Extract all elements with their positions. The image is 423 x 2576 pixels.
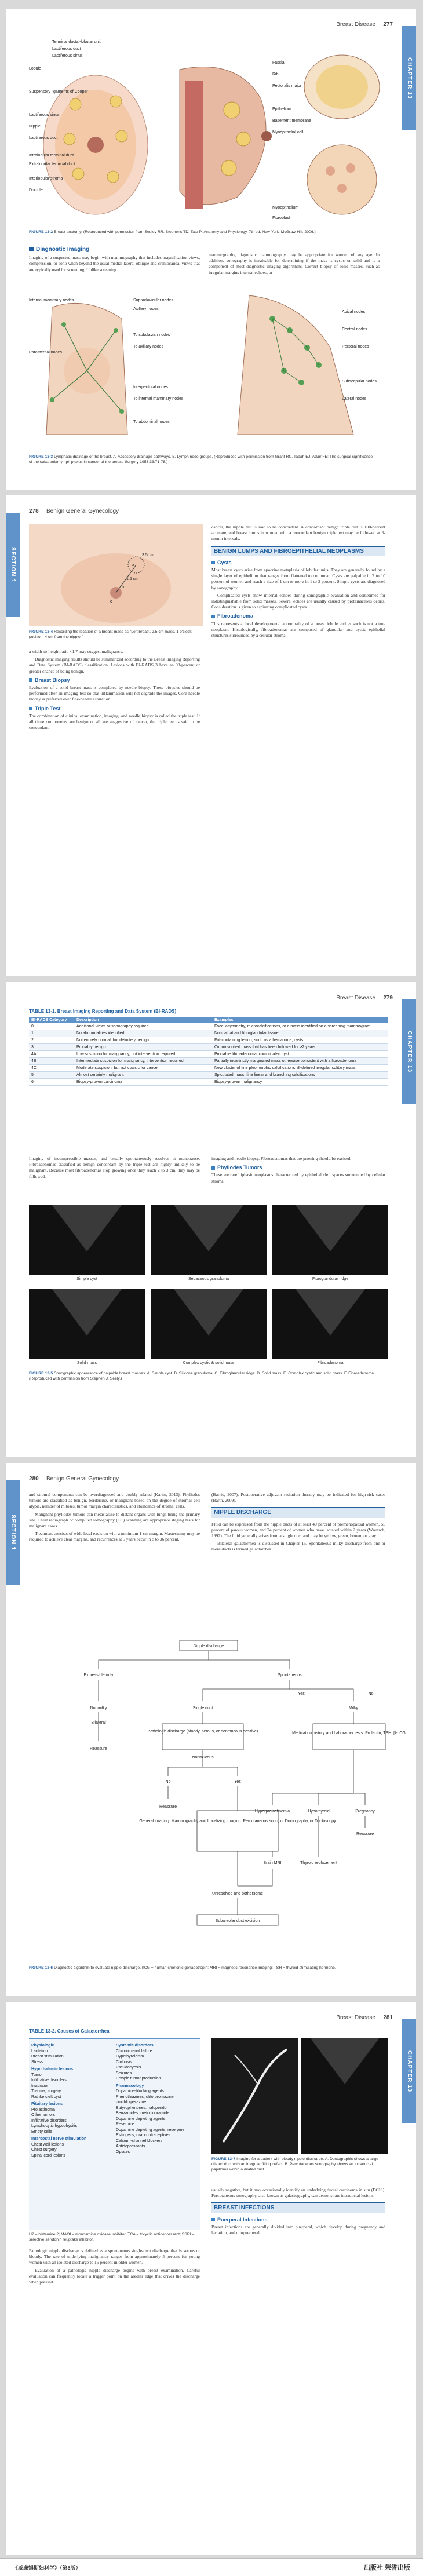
svg-text:Medication history and Laborat: Medication history and Laboratory tests: Prolactin, TSH, β-hCG: [292, 1731, 406, 1735]
ductogram-image: [212, 2038, 298, 2154]
table-row: [29, 1037, 388, 1044]
svg-text:No: No: [165, 1780, 171, 1784]
svg-text:Reassure: Reassure: [356, 1832, 374, 1836]
us-image: [29, 1289, 145, 1359]
table-item: Prolactinoma: [31, 2107, 55, 2112]
table-cell: Biopsy-proven carcinoma: [74, 1079, 212, 1086]
section-title: Diagnostic Imaging: [29, 247, 200, 253]
svg-text:Ductule: Ductule: [29, 188, 43, 192]
svg-text:Brain MRI: Brain MRI: [263, 1861, 282, 1865]
table-row: [29, 1030, 388, 1037]
svg-text:Nipple: Nipple: [29, 125, 41, 129]
table-item: Dopamine depleting agents: reserpine: [116, 2128, 185, 2132]
table-cell: 6: [29, 1079, 74, 1086]
table-item: Hypothyroidism: [116, 2055, 144, 2059]
us-image: [272, 1289, 388, 1359]
svg-text:Milky: Milky: [349, 1706, 358, 1710]
table-group-heading: Pharmacology: [116, 2084, 144, 2088]
table-item: Pseudocyesis: [116, 2066, 141, 2070]
table-item: Reserpine: [116, 2122, 134, 2126]
running-head: Breast Disease: [336, 21, 375, 28]
table-cell: No abnormalities identified: [74, 1030, 212, 1037]
table-row: [29, 1023, 388, 1030]
table-item: Butyrophenones: haloperidol: [116, 2106, 168, 2110]
table-row: [29, 1079, 388, 1086]
svg-text:General imaging: Mammography a: General imaging: Mammography and Localizing imaging: Percutaneous sono, or Ductography, or Ductoscopy: [139, 1819, 336, 1823]
column-left: Pathologic nipple discharge is defined as a spontaneous single-duct discharge that is serous or bloody. The rate of underlying malignancy ranges from approximately 5 percent for young women with an isolated discharge to 15 percent in older women. Evaluation of a pathologic nipple discharge begins with breast examination. Careful evaluation can frequently locate a trigger point on the areolar edge that drives the discharge when pressed.: [29, 2248, 200, 2285]
svg-text:Apical nodes: Apical nodes: [342, 310, 366, 314]
page-header: [29, 21, 393, 30]
breast-anatomy-figure: [29, 35, 388, 226]
svg-text:1.5 cm: 1.5 cm: [126, 577, 139, 581]
page-number: 280: [29, 1476, 39, 1482]
us-image: [272, 1205, 388, 1275]
nipple-discharge-flowchart: [29, 1637, 406, 1961]
svg-text:Fibroblast: Fibroblast: [272, 216, 290, 220]
table-item: Chest wall lesions: [31, 2142, 64, 2147]
svg-text:Lactiferous duct: Lactiferous duct: [52, 47, 81, 51]
lymphatic-drainage-figure: [29, 284, 388, 452]
table-item: Dopamine-blocking agents:: [116, 2089, 165, 2093]
svg-text:Central nodes: Central nodes: [342, 327, 367, 331]
svg-text:Reassure: Reassure: [159, 1805, 177, 1809]
svg-text:Expressible only: Expressible only: [83, 1673, 114, 1677]
table-item: Benzamides: metoclopramide: [116, 2111, 170, 2115]
col-header: Examples: [212, 1017, 388, 1023]
svg-text:Nipple discharge: Nipple discharge: [193, 1644, 224, 1648]
table-row: [29, 1058, 388, 1065]
svg-text:Fascia: Fascia: [272, 61, 285, 65]
table-cell: Focal asymmetry, microcalcifications, or a mass identified on a screening mammogram: [212, 1023, 388, 1030]
table-item: Phenothiazines, chlorpromazine,: [116, 2095, 175, 2099]
table-item: Empty sella: [31, 2129, 53, 2134]
svg-text:Hypothyroid: Hypothyroid: [308, 1809, 330, 1814]
table-cell: Partially indistinctly marginated mass otherwise consistent with a fibroadenoma: [212, 1058, 388, 1065]
table-cell: New cluster of fine pleomorphic calcifications; ill-defined irregular solitary mass: [212, 1065, 388, 1072]
svg-text:b: b: [122, 585, 124, 589]
table-item: Trauma, surgery: [31, 2089, 61, 2093]
table-item: Chronic renal failure: [116, 2049, 152, 2053]
page-279: Breast Disease 279 CHAPTER 13 TABLE 13-1. Breast Imaging Reporting and Data System (BI-RADS) BI-RADS Category Description Examples 0 Additional views or sonography required Focal asymmetry, microcalcifications, or a mass identified on a screening mammogram 1 No abnormalities identified Normal fat and fibroglandular tissue 2 Not entirely normal, but definitely benign Fat-containing lesion, such as a hematoma; cysts 3 Probably benign Circumscribed mass that has been followed for ≥2 years 4A Low suspicion for malignancy, but intervention required Probable fibroadenoma; complicated cyst 4B Intermediate suspicion for malignancy, intervention required Partially indistinctly marginated mass otherwise consistent with a fibroadenoma 4C Moderate suspicion, but not classic for cancer New cluster of fine pleomorphic calcifications; ill-defined irregular solitary mass 5 Almost certainly malignant Spiculated mass; fine linear and branching calcifications 6 Biopsy-proven carcinoma Biopsy-proven malignancy Imaging of incompressible masses, and usually spontaneously resolves at menopause. Fibroadenomas classified as benign concordant by the triple test are highly unlikely to be malignant. Because most fibroadenomas stop growing once they reach 2 to 3 cm, they may be followed. imaging and needle biopsy. Fibroadenomas that are growing should be excised. Phyllodes Tumors These are rare biphasic neoplasms characterized by epithelial cleft spaces surrounded by cellular stroma. Simple cyst Sebaceous granuloma Fibroglandular ridge Solid mass Complex cystic & solid mass Fibroadenoma FIGURE 13-5 Sonographic appearance of palpable breast masses. A. Simple cyst. B. Silicone granuloma. C. Fibroglandular ridge. D. Solid mass. E. Complex cystic and solid mass. F. Fibroadenoma. (Reproduced with permission from Stephen J. Seely.): [6, 982, 416, 1457]
table-title: TABLE 13-1. Breast Imaging Reporting and Data System (BI-RADS): [29, 1009, 177, 1014]
us-image: [151, 1289, 267, 1359]
svg-text:Pregnancy: Pregnancy: [355, 1809, 375, 1814]
figure-caption: FIGURE 13-7 Imaging for a patient with bloody nipple discharge. A. Ductographic shows a large dilated duct with an irregular filling defect. B. Percutaneous sonography shows an intraductal papilloma within a dilated duct.: [212, 2157, 378, 2172]
svg-text:To axillary nodes: To axillary nodes: [133, 345, 164, 349]
svg-text:Spontaneous: Spontaneous: [278, 1673, 302, 1677]
section-bar: BENIGN LUMPS AND FIBROEPITHELIAL NEOPLASMS: [212, 546, 385, 556]
column-right: (Barrio, 2007). Postoperative adjuvant radiation therapy may be indicated for high-risk cases (Barth, 2009). NIPPLE DISCHARGE Fluid can be expressed from the nipple ducts of at least 40 percent of premenopausal women, 55 percent of parous women, and 74 percent of women who have lactated within 2 years (Wrensch, 1992). The fluid generally arises from a single duct and may be yellow, green, brown, or gray. Bilateral galactorrhea is discussed in Chapter 15. Spontaneous milky discharge from one or more ducts is termed galactorrhea.: [212, 1492, 385, 1552]
column-left: and stromal components can be overdiagnosed and doubly related (Karim, 2013). Phyllodes tumors are classified as benign, borderline, or malignant based on the degree of stromal cell atypia, number of mitoses, tumor margin characteristics, and abundance of stromal cells. Malignant phyllodes tumors can metastasize to distant organs with lungs being the primary site. Chest radiograph or computed tomography (CT) scanning are appropriate staging tests for malignant cases. Treatment consists of wide local excision with a minimum 1-cm margin. Mastectomy may be required to achieve clear margins, and recurrences at 5 years occur in 8 to 36 percent.: [29, 1492, 200, 1542]
table-cell: Almost certainly malignant: [74, 1072, 212, 1079]
table-item: Lactation: [31, 2049, 48, 2053]
svg-text:Suspensory ligaments of Cooper: Suspensory ligaments of Cooper: [29, 90, 88, 94]
table-item: Other tumors: [31, 2113, 55, 2117]
page-278: [6, 495, 416, 976]
page-number: 278: [29, 508, 39, 515]
svg-text:Nonmucous: Nonmucous: [192, 1756, 214, 1760]
page-277: [6, 9, 416, 490]
section-bar: BREAST INFECTIONS: [212, 2202, 385, 2213]
page-header: [29, 1476, 393, 1484]
table-cell: Intermediate suspicion for malignancy, intervention required: [74, 1058, 212, 1065]
svg-text:Extralobular terminal duct: Extralobular terminal duct: [29, 162, 75, 166]
figure-caption-2: FIGURE 13-3 Lymphatic drainage of the breast. A. Accessory drainage pathways. B. Lymph node groups. (Reproduced with permission from Grant RN, Tabah EJ, Adair FE: The surgical significance of the subareolar lymph plexus in cancer of the breast. Surgery 1953;33:71-78.): [29, 455, 373, 464]
table-cell: Normal fat and fibroglandular tissue: [212, 1030, 388, 1037]
page-number: 281: [383, 2015, 393, 2021]
svg-text:Subscapular nodes: Subscapular nodes: [342, 380, 377, 384]
running-head: Breast Disease: [336, 2015, 375, 2021]
table-cell: Biopsy-proven malignancy: [212, 1079, 388, 1086]
svg-text:Supraclavicular nodes: Supraclavicular nodes: [133, 298, 173, 302]
svg-text:Lateral nodes: Lateral nodes: [342, 397, 367, 401]
svg-text:Lactiferous sinus: Lactiferous sinus: [29, 113, 60, 117]
page-281: [6, 2002, 416, 2555]
table-cell: 4A: [29, 1051, 74, 1058]
table-item: Irradiation: [31, 2084, 50, 2088]
svg-text:No: No: [368, 1692, 374, 1696]
svg-text:Pathologic discharge (bloody,: Pathologic discharge (bloody, serous, or nonmucous positive): [147, 1730, 258, 1734]
column-right: usually negative, but it may occasionally identify an underlying ductal carcinoma in situ (DCIS). Percutaneous sonography, also known as galactography, can demonstrate intraductal lesions. BREAST INFECTIONS Puerperal Infections Breast infections are generally divided into puerperal, which develop during pregnancy and lactation, and nonpuerperal.: [212, 2187, 385, 2236]
table-cell: 2: [29, 1037, 74, 1044]
figure-caption: FIGURE 13-6 Diagnostic algorithm to evaluate nipple discharge. hCG = human chorionic gonadotropin; MRI = magnetic resonance imaging; TSH = thyroid-stimulating hormone.: [29, 1966, 336, 1970]
label-terminal-unit: Terminal ductal-lobular unit: [52, 40, 101, 44]
svg-text:Thyroid replacement: Thyroid replacement: [300, 1861, 337, 1865]
svg-text:Epithelium: Epithelium: [272, 107, 291, 111]
svg-text:Myoepithelial cell: Myoepithelial cell: [272, 130, 304, 134]
table-item: Chest surgery: [31, 2148, 57, 2152]
table-cell: 1: [29, 1030, 74, 1037]
svg-text:Myoepithelium: Myoepithelium: [272, 206, 299, 210]
column-left: Imaging of incompressible masses, and usually spontaneously resolves at menopause. Fibroadenomas classified as benign concordant by the triple test are highly unlikely to be malignant. Because most fibroadenomas stop growing once they reach 2 to 3 cm, they may be followed.: [29, 1156, 200, 1179]
column-left: a width-to-height ratio <1.7 may suggest malignancy. Diagnostic imaging results should be summarized according to the Breast Imaging Reporting and Data System (BI-RADS) classification. Lesions with BI-RADS 3 have an 98-percent or greater chance of being benign. Breast Biopsy Evaluation of a solid breast mass is completed by needle biopsy. These biopsies should be performed after an imaging test so that inflammation will not degrade the images. Core needle biopsy is preferred over fine-needle aspiration. Triple Test The combination of clinical examination, imaging, and needle biopsy is called the triple test. If all three components are benign or all are suggestive of cancer, the triple test is said to be concordant.: [29, 649, 200, 731]
footer: [0, 2558, 423, 2576]
column-right: imaging and needle biopsy. Fibroadenomas that are growing should be excised. Phyllodes Tumors These are rare biphasic neoplasms characterized by epithelial cleft spaces surrounded by cellular stroma.: [212, 1156, 385, 1184]
table-cell: Spiculated mass; fine linear and branching calcifications: [212, 1072, 388, 1079]
table-cell: Moderate suspicion, but not classic for cancer: [74, 1065, 212, 1072]
svg-text:Parasternal nodes: Parasternal nodes: [29, 351, 62, 355]
table-cell: Circumscribed mass that has been followed for ≥2 years: [212, 1044, 388, 1051]
page-header: [29, 2015, 393, 2023]
table-item: Seizures: [116, 2071, 132, 2075]
table-cell: 4C: [29, 1065, 74, 1072]
table-cell: 3: [29, 1044, 74, 1051]
table-item: Estrogens, oral contraceptives: [116, 2133, 171, 2137]
table-item: Ectopic tumor production: [116, 2077, 161, 2081]
figure-caption: FIGURE 13-4 Recording the location of a breast mass as "Left breast, 2.5 cm mass, 1 o'clock position, 4 cm from the nipple.": [29, 630, 192, 639]
svg-text:Lactiferous sinus: Lactiferous sinus: [52, 54, 83, 58]
table-item: Breast stimulation: [31, 2055, 64, 2059]
page-number: 279: [383, 995, 393, 1001]
table-cell: Probable fibroadenoma; complicated cyst: [212, 1051, 388, 1058]
running-head: Benign General Gynecology: [46, 508, 119, 515]
table-group-heading: Intercostal nerve stimulation: [31, 2137, 87, 2141]
table-cell: Low suspicion for malignancy, but intervention required: [74, 1051, 212, 1058]
figure-caption: FIGURE 13-5 Sonographic appearance of palpable breast masses. A. Simple cyst. B. Silicone granuloma. C. Fibroglandular ridge. D. Solid mass. E. Complex cystic and solid mass. F. Fibroadenoma. (Reproduced with permission from Stephen J. Seely.): [29, 1371, 375, 1381]
table-item: Antidepressants: [116, 2144, 145, 2148]
svg-text:Axillary nodes: Axillary nodes: [133, 307, 159, 311]
column-left: Diagnostic Imaging Imaging of a suspected mass may begin with mammography that includes magnification views, compression, or sono when beyond the usual medial lateral oblique and craniocaudal views that are typically used for screening. Unlike screening: [29, 246, 200, 272]
col-header: Description: [74, 1017, 212, 1023]
section-bar: NIPPLE DISCHARGE: [212, 1507, 385, 1517]
table-item: Infiltrative disorders: [31, 2078, 67, 2082]
table-group-heading: Systemic disorders: [116, 2044, 154, 2048]
svg-text:Interlobular stroma: Interlobular stroma: [29, 177, 63, 181]
svg-text:Intralobular terminal duct: Intralobular terminal duct: [29, 154, 74, 158]
us-image: [151, 1205, 267, 1275]
svg-text:To internal mammary nodes: To internal mammary nodes: [133, 397, 184, 401]
svg-text:Lobule: Lobule: [29, 67, 42, 71]
table-title: TABLE 13-2. Causes of Galactorrhea: [29, 2028, 110, 2034]
page-280: [6, 1463, 416, 1996]
table-item: Tumor: [31, 2073, 43, 2077]
table-cell: 0: [29, 1023, 74, 1030]
table-row: [29, 1044, 388, 1051]
svg-text:Unresolved and bothersome: Unresolved and bothersome: [212, 1892, 263, 1896]
table-cell: 4B: [29, 1058, 74, 1065]
svg-text:Lactiferous duct: Lactiferous duct: [29, 136, 58, 140]
svg-text:Pectoralis major: Pectoralis major: [272, 84, 302, 88]
page-header: [29, 508, 393, 516]
chapter-tab: CHAPTER 13: [402, 26, 416, 130]
table-item: Rathke cleft cyst: [31, 2095, 61, 2099]
svg-text:Single duct: Single duct: [192, 1706, 213, 1710]
svg-text:Yes: Yes: [234, 1780, 241, 1784]
svg-text:Reassure: Reassure: [90, 1747, 107, 1751]
column-right: mammography, diagnostic mammography may be appropriate for women of any age. In addition, sonography is invaluable for determining if the mass is cystic or solid and is a component of most diagnostic imaging algorithms. Correct biopsy of solid masses, such as irregular margins internal echoes, or: [209, 252, 380, 275]
table-cell: Fat-containing lesion, such as a hematoma; cysts: [212, 1037, 388, 1044]
running-head: Benign General Gynecology: [46, 1476, 119, 1482]
chapter-tab: CHAPTER 13: [402, 999, 416, 1104]
svg-text:Subareolar duct excision: Subareolar duct excision: [215, 1919, 260, 1923]
sonogram-image: [301, 2038, 388, 2154]
svg-text:Rib: Rib: [272, 72, 279, 76]
column-right: cancer, the nipple test is said to be concordant. A concordant benign triple test is 100-percent accurate, and breast lumps in women with a concordant benign triple test may be followed at 6-month intervals. BENIGN LUMPS AND FIBROEPITHELIAL NEOPLASMS Cysts Most breast cysts arise from apocrine metaplasia of lobular units. They are generally found by a single layer of epithelium that ranges from flattened to columnar. Cysts are palpable in 7 to 10 percent of women and reach a size of 1 cm or more in 1 to 2 percent. Simple cysts are diagnosed by sonography. Complicated cysts show internal echoes during sonographic evaluation and sometimes for indistinguishable from solid masses. Several echoes are usually caused by proteinaceous debris. Consideration is given to aspirating complicated cysts. Fibroadenoma This represents a focal developmental abnormality of a breast lobule and as such is not a true neoplasm. Histologically, fibroadenomas are composed of glandular and cystic epithelial structures surrounded by a cellular stroma.: [212, 524, 385, 638]
svg-text:Nonmilky: Nonmilky: [90, 1706, 107, 1710]
table-item: Lymphocytic hypophysitis: [31, 2124, 78, 2128]
table-item: Dopamine depleting agents: [116, 2117, 166, 2121]
page-number: 277: [383, 21, 393, 28]
table-item: Stress: [31, 2060, 43, 2064]
table-group-heading: Hypothalamic lesions: [31, 2067, 73, 2071]
svg-text:Interpectoral nodes: Interpectoral nodes: [133, 385, 168, 389]
figure-caption: FIGURE 13-2 Breast anatomy. (Reproduced with permission from Seeley RR, Stephens TD, Tate P: Anatomy and Physiology, 7th ed. New York: McGraw-Hill; 2006.): [29, 230, 316, 234]
table-row: [29, 1072, 388, 1079]
section-tab: SECTION 1: [6, 513, 20, 617]
table-group-heading: Pituitary lesions: [31, 2102, 63, 2106]
chapter-tab: CHAPTER 13: [402, 2019, 416, 2123]
table-group-heading: Physiologic: [31, 2044, 54, 2048]
table-cell: Probably benign: [74, 1044, 212, 1051]
table-row: [29, 1051, 388, 1058]
table-item: Opiates: [116, 2150, 130, 2154]
running-head: Breast Disease: [336, 995, 375, 1001]
table-note: H2 = histamine 2; MAOI = monoamine oxidase inhibitor; TCA = tricyclic antidepressant; SSRI = selective serotonin reuptake inhibitor.: [29, 2232, 195, 2242]
footer-publisher: 出版社 荣誉出版: [363, 2564, 410, 2571]
svg-text:Yes: Yes: [298, 1692, 305, 1696]
col-header: BI-RADS Category: [29, 1017, 74, 1023]
svg-text:Basement membrane: Basement membrane: [272, 119, 311, 123]
svg-text:To abdominal nodes: To abdominal nodes: [133, 420, 170, 424]
table-item: Cirrhosis: [116, 2060, 132, 2064]
table-row: [29, 1065, 388, 1072]
table-cell: Not entirely normal, but definitely benign: [74, 1037, 212, 1044]
table-cell: Additional views or sonography required: [74, 1023, 212, 1030]
table-item: Calcium-channel blockers: [116, 2139, 163, 2143]
svg-text:Hyperprolactinemia: Hyperprolactinemia: [254, 1809, 290, 1814]
table-item: Spinal cord lesions: [31, 2153, 65, 2158]
svg-text:Pectoral nodes: Pectoral nodes: [342, 345, 369, 349]
svg-text:Internal mammary nodes: Internal mammary nodes: [29, 298, 74, 302]
table-item: Infiltrative disorders: [31, 2118, 67, 2123]
galactorrhea-table: [29, 2038, 200, 2230]
svg-text:Bilateral: Bilateral: [91, 1721, 106, 1725]
svg-text:3.5 cm: 3.5 cm: [142, 553, 155, 557]
svg-text:c: c: [110, 600, 112, 604]
us-image: [29, 1205, 145, 1275]
footer-book-title: 《威廉姆斯妇科学》（第3版）: [13, 2565, 81, 2571]
svg-text:a: a: [132, 563, 134, 567]
svg-text:To subclavian nodes: To subclavian nodes: [133, 333, 170, 337]
page-header: [29, 995, 393, 1003]
table-item: prochlorperazine: [116, 2100, 147, 2104]
birads-table: [29, 1017, 388, 1086]
section-tab: SECTION 1: [6, 1480, 20, 1585]
breast-mass-location-figure: [29, 524, 203, 626]
table-cell: 5: [29, 1072, 74, 1079]
